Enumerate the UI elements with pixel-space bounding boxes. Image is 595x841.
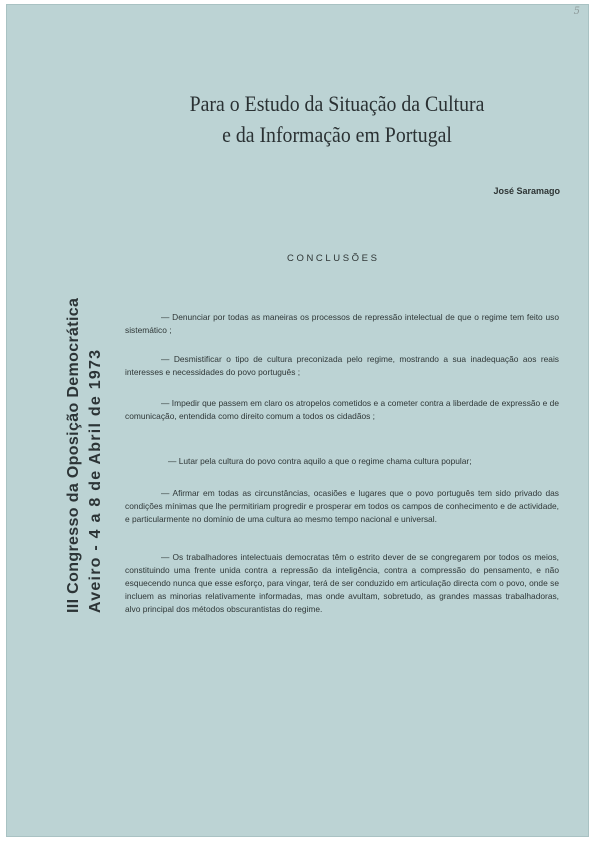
- conclusion-paragraph: — Impedir que passem em claro os atropelos cometidos e a cometer contra a liberdade de expressão e de comunicação, entendida como direito comum a todos os cidadãos ;: [125, 398, 559, 421]
- author-name: José Saramago: [493, 186, 560, 196]
- conclusion-paragraph: — Os trabalhadores intelectuais democratas têm o estrito dever de se congregarem por todos os meios, constituindo uma frente unida contra a repressão da inteligência, contra a compressão do pensamento, e não esquecendo nunca que esse esforço, para vingar, terá de ser conduzido em articulação directa com o povo, onde se incluem as minorias relativamente informadas, mas onde avultam, sobretudo, as grandes massas trabalhadoras, alvo principal dos métodos obscurantistas do regime.: [125, 552, 559, 614]
- document-title-line-1: Para o Estudo da Situação da Cultura: [189, 91, 485, 116]
- document-page: [6, 4, 589, 837]
- conclusion-paragraph: — Desmistificar o tipo de cultura preconizada pelo regime, mostrando a sua inadequação aos reais interesses e necessidades do povo português ;: [125, 354, 559, 377]
- conclusion-paragraph: — Denunciar por todas as maneiras os processos de repressão intelectual de que o regime tem feito uso sistemático ;: [125, 312, 559, 335]
- document-title-line-2: e da Informação em Portugal: [222, 122, 452, 147]
- conclusion-paragraph: — Afirmar em todas as circunstâncias, ocasiões e lugares que o povo português tem sido privado das condições mínimas que lhe permitiriam progredir e prosperar em todos os campos de conhecimento e de actividade, e particularmente no domínio de uma cultura ao mesmo tempo nacional e universal.: [125, 488, 559, 524]
- congress-side-banner: [63, 263, 106, 613]
- page-number: 5: [573, 6, 580, 17]
- congress-name: III Congresso da Oposição Democrática: [65, 297, 82, 613]
- conclusion-paragraph: — Lutar pela cultura do povo contra aquilo a que o regime chama cultura popular;: [168, 456, 472, 466]
- congress-place-date: Aveiro - 4 a 8 de Abril de 1973: [86, 348, 104, 613]
- section-heading: CONCLUSÕES: [287, 253, 380, 264]
